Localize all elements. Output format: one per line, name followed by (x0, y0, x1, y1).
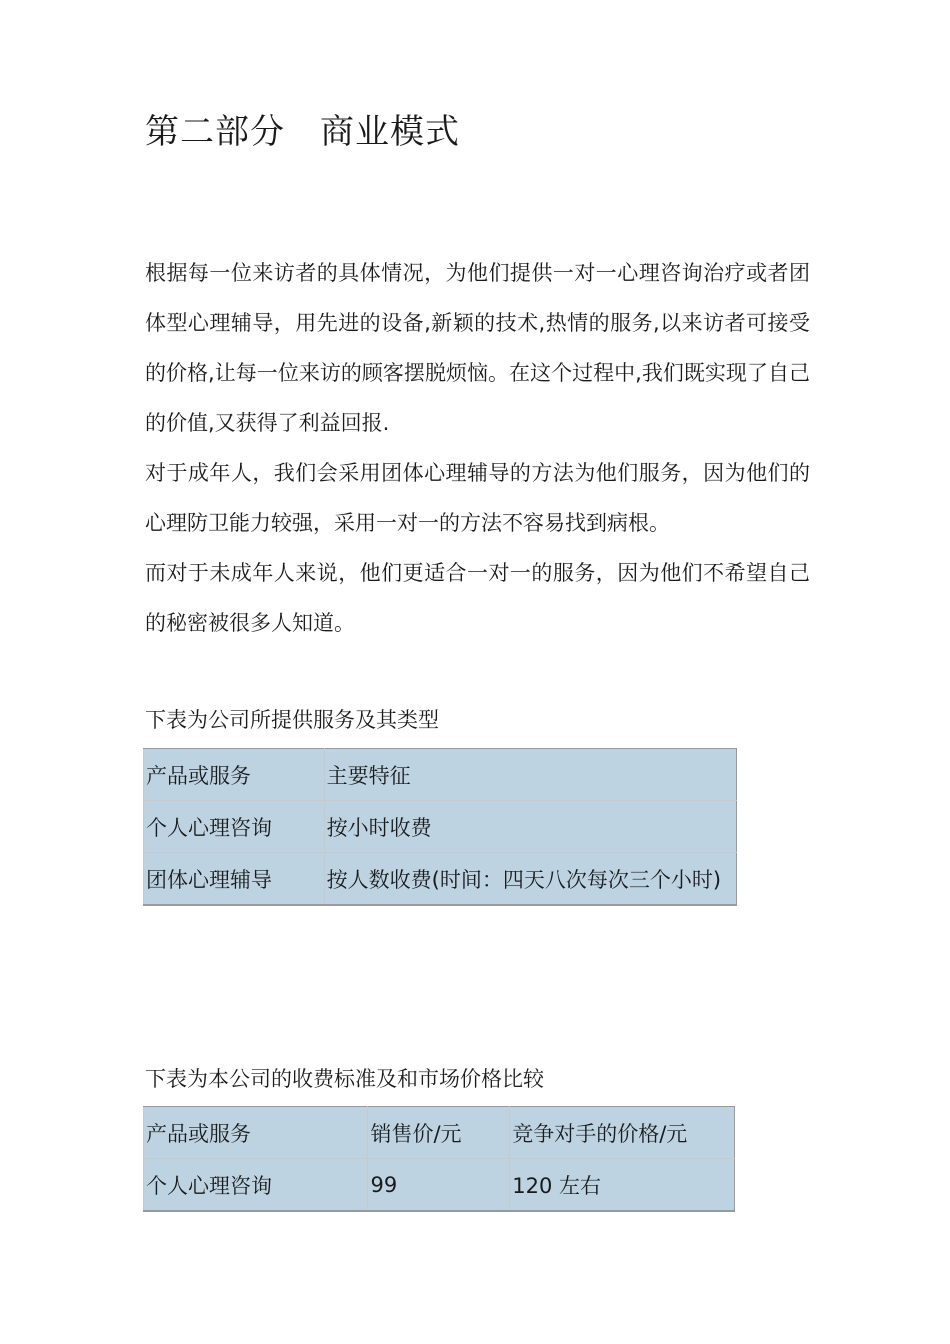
table-row (144, 801, 737, 853)
table-header-row (144, 749, 737, 801)
services-table-caption: 下表为公司所提供服务及其类型 (145, 708, 439, 732)
table-cell: 120 左右 (510, 1159, 735, 1212)
table-cell: 按人数收费(时间：四天八次每次三个小时) (324, 853, 736, 906)
paragraph-intro: 根据每一位来访者的具体情况，为他们提供一对一心理咨询治疗或者团体型心理辅导，用先进的设备,新颖的技术,热情的服务,以来访者可接受的价格,让每一位来访的顾客摆脱烦恼。在这个过程中,我们既实现了自己的价值,又获得了利益回报. (145, 261, 810, 435)
table-header-cell: 主要特征 (324, 749, 736, 801)
services-table (143, 748, 737, 906)
paragraph-adults: 对于成年人，我们会采用团体心理辅导的方法为他们服务，因为他们的心理防卫能力较强，采用一对一的方法不容易找到病根。 (145, 461, 810, 535)
pricing-table (143, 1106, 735, 1212)
table-row (144, 1159, 735, 1212)
table-cell: 个人心理咨询 (144, 1159, 368, 1212)
table-header-cell: 产品或服务 (144, 1107, 368, 1159)
body-text (145, 248, 810, 648)
table-header-cell: 销售价/元 (368, 1107, 510, 1159)
table-cell: 99 (368, 1159, 510, 1212)
table-row (144, 853, 737, 906)
paragraph-minors: 而对于未成年人来说，他们更适合一对一的服务，因为他们不希望自己的秘密被很多人知道。 (145, 561, 810, 635)
table-cell: 团体心理辅导 (144, 853, 325, 906)
table-header-cell: 竞争对手的价格/元 (510, 1107, 735, 1159)
table-header-cell: 产品或服务 (144, 749, 325, 801)
table-cell: 按小时收费 (324, 801, 736, 853)
table-header-row (144, 1107, 735, 1159)
page-title: 第二部分 商业模式 (145, 112, 460, 152)
pricing-table-caption: 下表为本公司的收费标准及和市场价格比较 (145, 1067, 544, 1091)
table-cell: 个人心理咨询 (144, 801, 325, 853)
